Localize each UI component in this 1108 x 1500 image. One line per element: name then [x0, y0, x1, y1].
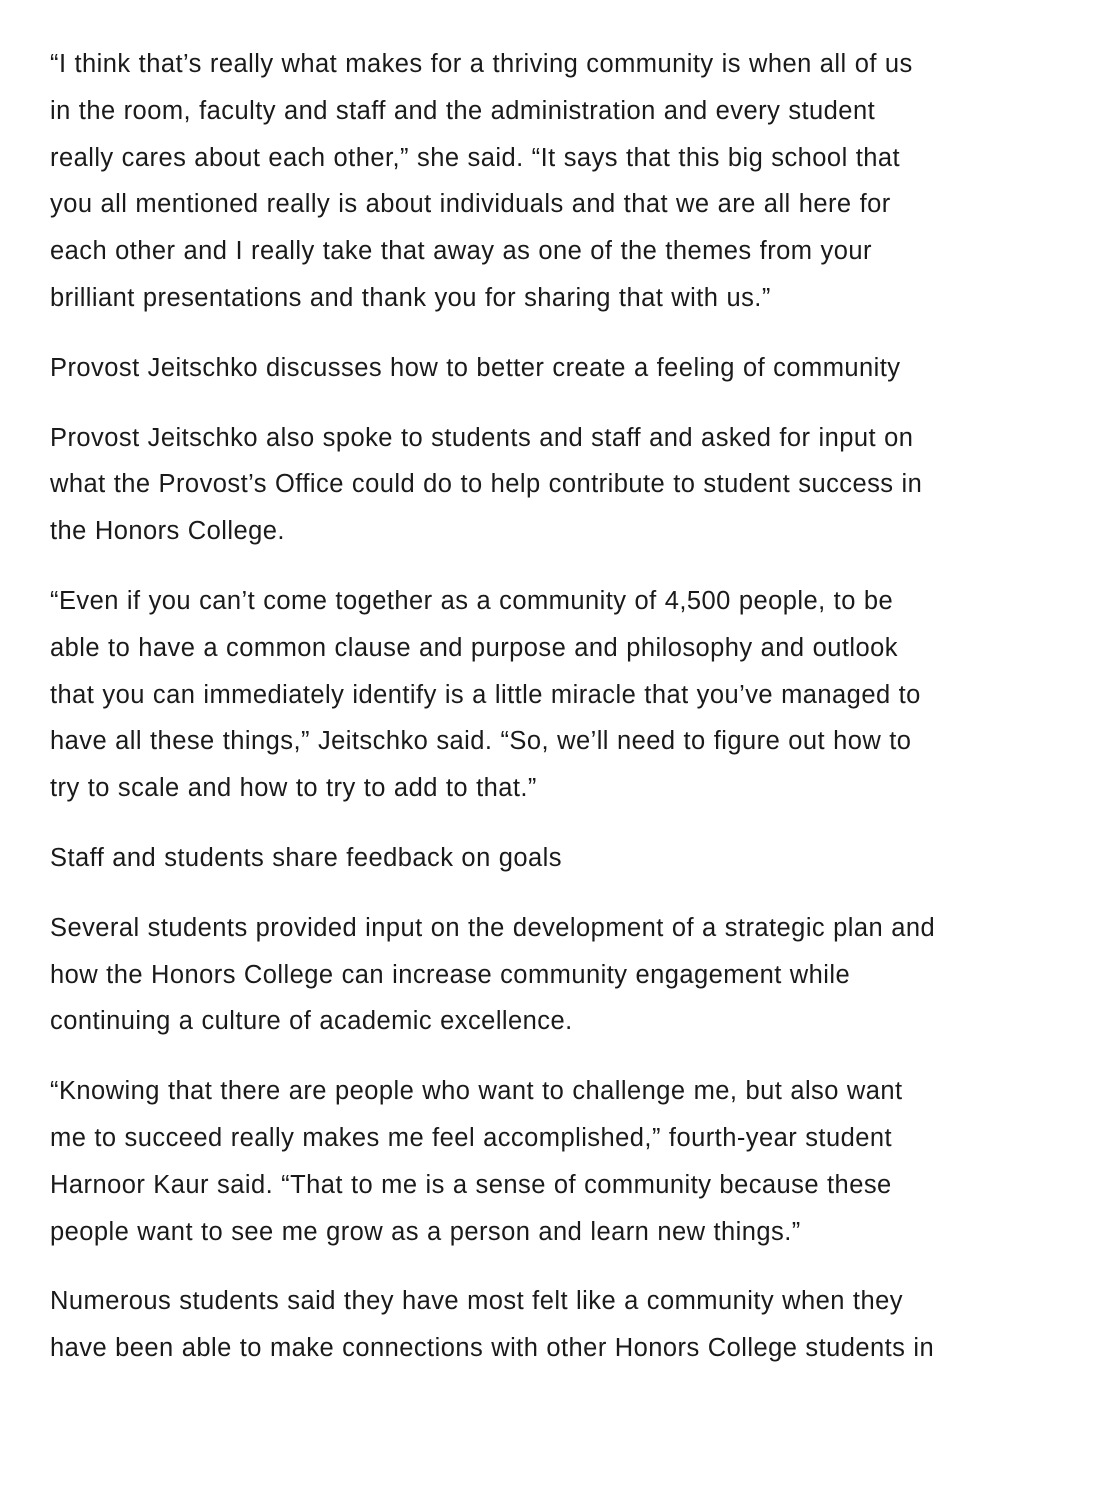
text-line: me to succeed really makes me feel accomplished,” fourth-year student [50, 1123, 892, 1152]
text-line: Harnoor Kaur said. “That to me is a sense of community because these [50, 1170, 892, 1199]
text-line: that you can immediately identify is a little miracle that you’ve managed to [50, 680, 921, 709]
text-line: in the room, faculty and staff and the administration and every student [50, 96, 876, 125]
paragraph-students-input [50, 905, 1090, 1045]
text-line: really cares about each other,” she said. “It says that this big school that [50, 143, 901, 172]
text-line: you all mentioned really is about individuals and that we are all here for [50, 190, 891, 219]
text-line: what the Provost’s Office could do to help contribute to student success in [50, 470, 923, 499]
paragraph-chandler-quote [50, 41, 1090, 322]
text-line: brilliant presentations and thank you for sharing that with us.” [50, 283, 771, 312]
text-line: “Even if you can’t come together as a community of 4,500 people, to be [50, 586, 894, 615]
paragraph-kaur-quote [50, 1068, 1090, 1255]
heading-text: Provost Jeitschko discusses how to better create a feeling of community [50, 353, 901, 382]
paragraph-provost-input [50, 415, 1090, 555]
text-line: “Knowing that there are people who want to challenge me, but also want [50, 1077, 903, 1106]
text-line: continuing a culture of academic excellence. [50, 1007, 573, 1036]
text-line: the Honors College. [50, 517, 285, 546]
text-line: Several students provided input on the development of a strategic plan and [50, 913, 936, 942]
text-line: “I think that’s really what makes for a thriving community is when all of us [50, 50, 913, 78]
text-line: have all these things,” Jeitschko said. “So, we’ll need to figure out how to [50, 727, 912, 756]
text-line: how the Honors College can increase community engagement while [50, 960, 851, 989]
section-heading-feedback [50, 835, 1090, 882]
article-body [50, 41, 1090, 1372]
text-line: Provost Jeitschko also spoke to students and staff and asked for input on [50, 423, 914, 452]
text-line: people want to see me grow as a person and learn new things.” [50, 1217, 801, 1246]
text-line: able to have a common clause and purpose and philosophy and outlook [50, 633, 898, 662]
text-line: have been able to make connections with other Honors College students in [50, 1334, 935, 1363]
heading-text: Staff and students share feedback on goals [50, 843, 562, 872]
section-heading-provost [50, 345, 1090, 392]
text-line: try to scale and how to try to add to that.” [50, 774, 537, 803]
text-line: Numerous students said they have most felt like a community when they [50, 1287, 903, 1316]
paragraph-jeitschko-quote [50, 578, 1090, 812]
text-line: each other and I really take that away as one of the themes from your [50, 237, 872, 266]
paragraph-numerous-students [50, 1278, 1090, 1372]
